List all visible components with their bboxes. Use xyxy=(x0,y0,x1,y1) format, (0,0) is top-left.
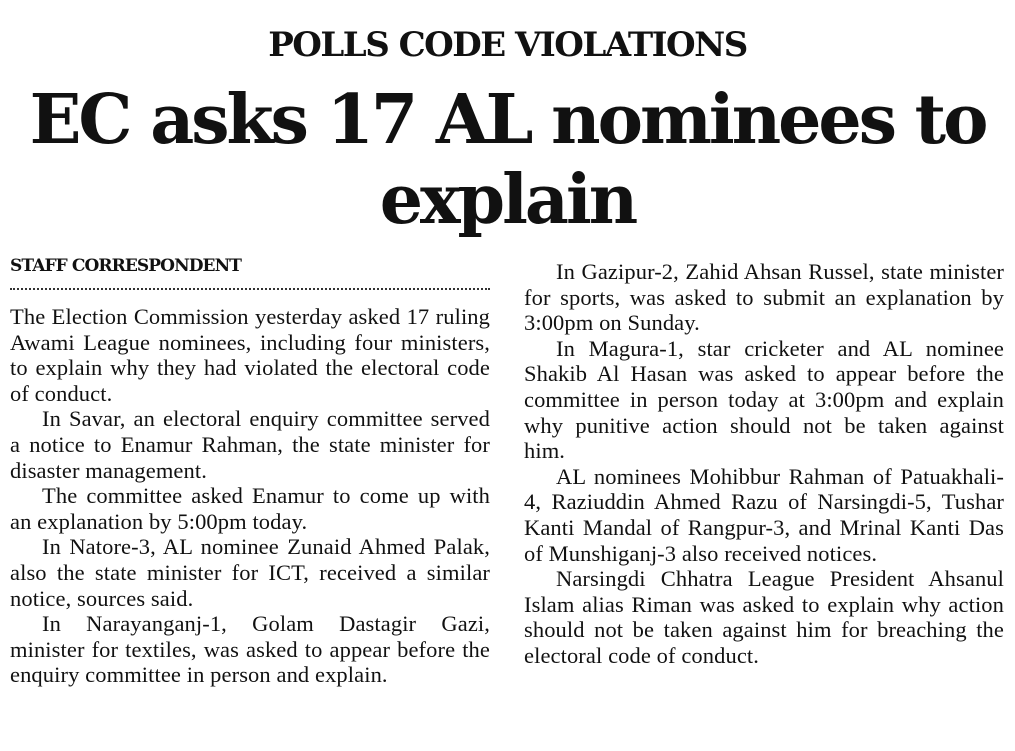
paragraph: AL nominees Mohibbur Rahman of Patuakhali-4, Raziuddin Ahmed Razu of Narsingdi-5, Tushar Kanti Mandal of Rangpur-3, and Mrinal Kanti Das of Munshiganj-3 also received notices. xyxy=(524,463,1004,566)
paragraph: In Natore-3, AL nominee Zunaid Ahmed Palak, also the state minister for ICT, received a similar notice, sources said. xyxy=(10,534,490,611)
paragraph: The committee asked Enamur to come up with an explanation by 5:00pm today. xyxy=(10,483,490,534)
article-column-1 xyxy=(10,304,490,688)
paragraph: In Magura-1, star cricketer and AL nominee Shakib Al Hasan was asked to appear before the committee in person today at 3:00pm and explain why punitive action should not be taken against him. xyxy=(524,335,1004,464)
paragraph: In Narayanganj-1, Golam Dastagir Gazi, minister for textiles, was asked to appear before the enquiry committee in person and explain. xyxy=(10,611,490,688)
article-column-2 xyxy=(524,259,1004,669)
article-byline: STAFF CORRESPONDENT xyxy=(10,256,241,276)
byline-divider xyxy=(10,288,490,290)
paragraph: In Savar, an electoral enquiry committee served a notice to Enamur Rahman, the state minister for disaster management. xyxy=(10,406,490,483)
paragraph: The Election Commission yesterday asked 17 ruling Awami League nominees, including four ministers, to explain why they had violated the electoral code of conduct. xyxy=(10,304,490,406)
paragraph: Narsingdi Chhatra League President Ahsanul Islam alias Riman was asked to explain why action should not be taken against him for breaching the electoral code of conduct. xyxy=(524,566,1004,668)
article-kicker: POLLS CODE VIOLATIONS xyxy=(268,25,747,65)
paragraph: In Gazipur-2, Zahid Ahsan Russel, state minister for sports, was asked to submit an explanation by 3:00pm on Sunday. xyxy=(524,259,1004,336)
article-headline: EC asks 17 AL nominees to explain xyxy=(29,80,986,240)
